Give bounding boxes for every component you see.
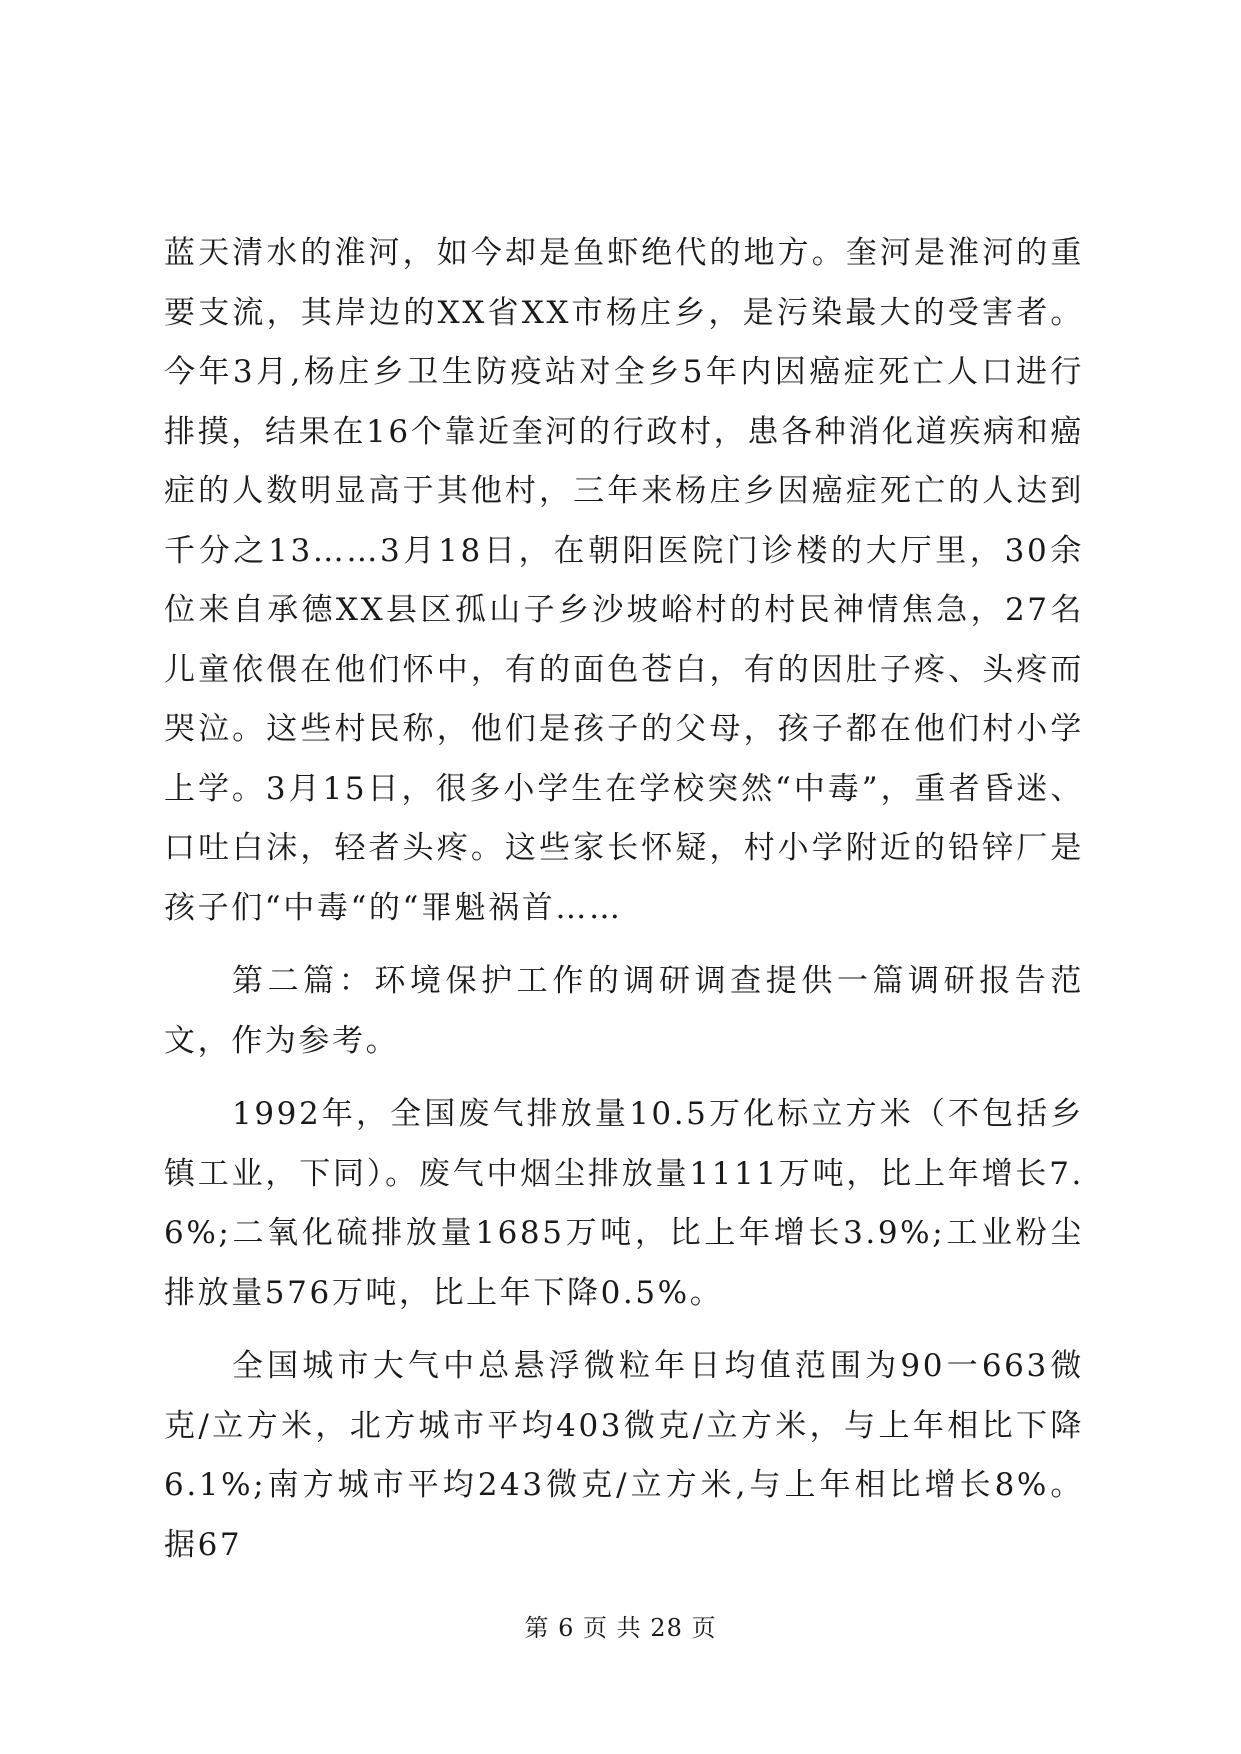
document-body (164, 224, 1084, 1575)
paragraph-2: 第二篇：环境保护工作的调研调查提供一篇调研报告范文，作为参考。 (164, 963, 1084, 1059)
paragraph-1: 蓝天清水的淮河，如今却是鱼虾绝代的地方。奎河是淮河的重要支流，其岸边的XX省XX市杨庄乡，是污染最大的受害者。今年3月,杨庄乡卫生防疫站对全乡5年内因癌症死亡人口进行排摸，结果在16个靠近奎河的行政村，患各种消化道疾病和癌症的人数明显高于其他村，三年来杨庄乡因癌症死亡的人达到千分之13……3月18日，在朝阳医院门诊楼的大厅里，30余位来自承德XX县区孤山子乡沙坡峪村的村民神情焦急，27名儿童依偎在他们怀中，有的面色苍白，有的因肚子疼、头疼而哭泣。这些村民称，他们是孩子的父母，孩子都在他们村小学上学。3月15日，很多小学生在学校突然“中毒”，重者昏迷、口吐白沫，轻者头疼。这些家长怀疑，村小学附近的铅锌厂是孩子们“中毒“的“罪魁祸首…… (164, 235, 1084, 926)
paragraph-3: 1992年，全国废气排放量10.5万化标立方米（不包括乡镇工业，下同）。废气中烟尘排放量1111万吨，比上年增长7.6%;二氧化硫排放量1685万吨，比上年增长3.9%;工业粉尘排放量576万吨，比上年下降0.5%。 (164, 1096, 1084, 1311)
page-footer: 第 6 页 共 28 页 (524, 1614, 717, 1642)
paragraph-4: 全国城市大气中总悬浮微粒年日均值范围为90一663微克/立方米，北方城市平均403微克/立方米，与上年相比下降6.1%;南方城市平均243微克/立方米,与上年相比增长8%。据67 (164, 1348, 1084, 1563)
